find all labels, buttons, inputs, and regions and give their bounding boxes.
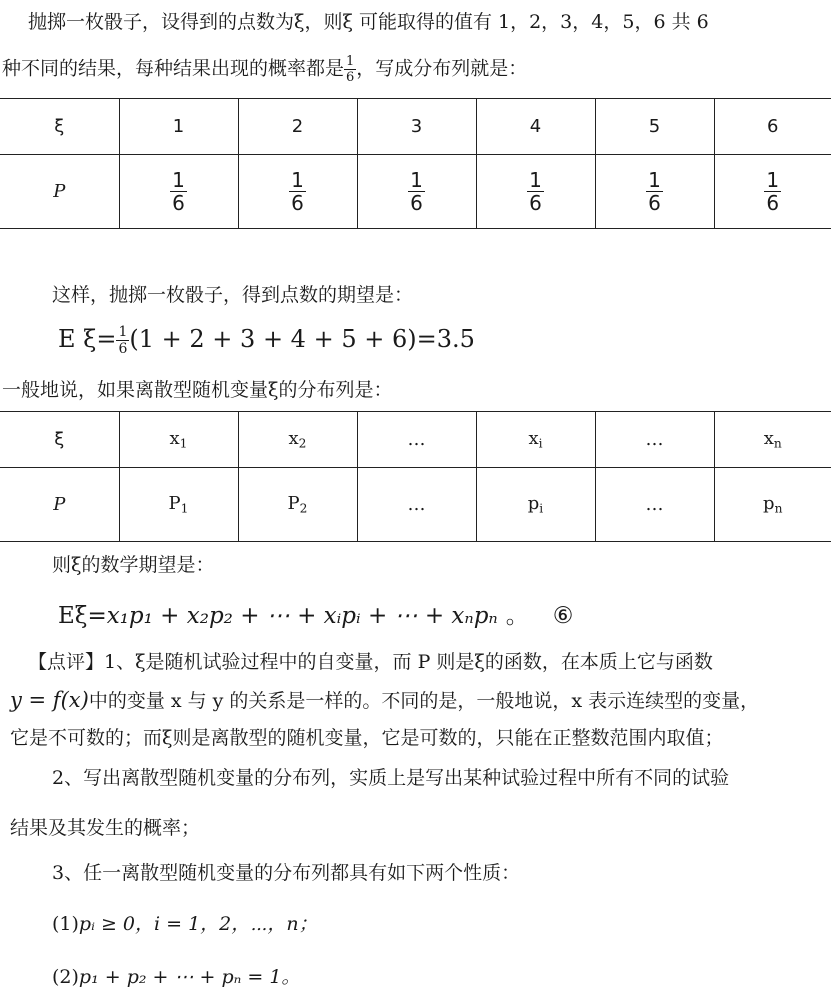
fraction-num: 1 (118, 324, 128, 340)
table-cell (357, 468, 476, 542)
table-cell (357, 412, 476, 468)
table-row (0, 412, 831, 468)
cell-value: p (763, 493, 775, 515)
cell-subscript: i (538, 436, 543, 451)
general-distribution-table (0, 411, 831, 542)
table-cell: 2 (238, 99, 357, 155)
fraction (646, 170, 663, 213)
expect-fraction (116, 325, 129, 356)
table-cell (119, 155, 238, 229)
intro-fraction (344, 55, 356, 84)
table-cell: P (0, 155, 119, 229)
fraction-den: 6 (410, 191, 423, 215)
fraction (170, 170, 187, 213)
fraction-den: 6 (291, 191, 304, 215)
property-2-label: (2) (52, 966, 79, 988)
fraction-den: 6 (172, 191, 185, 215)
table-cell: 1 (119, 99, 238, 155)
table-row (0, 155, 831, 229)
table-cell (476, 412, 595, 468)
comment-line-1: 【点评】1、ξ是随机试验过程中的自变量，而 P 则是ξ的函数，在本质上它与函数 (28, 651, 713, 673)
table-cell (595, 412, 714, 468)
table-cell (357, 155, 476, 229)
intro-line-2-text: 种不同的结果，每种结果出现的概率都是 (2, 57, 345, 80)
table-cell (119, 468, 238, 542)
function-expression: y = f(x) (10, 688, 89, 712)
fraction-num: 1 (410, 168, 423, 192)
cell-value: p (527, 493, 540, 515)
math-expect-sum: x₁p₁ + x₂p₂ + ⋯ + xᵢpᵢ + ⋯ + xₙpₙ (106, 603, 498, 629)
intro-line-2 (2, 55, 527, 84)
table-cell: 3 (357, 99, 476, 155)
comment-line-2-text: 中的变量 x 与 y 的关系是一样的。不同的是，一般地说，x 表示连续型的变量， (88, 690, 760, 712)
fraction-num: 1 (291, 168, 304, 192)
table-cell (714, 155, 831, 229)
fraction (764, 170, 781, 213)
fraction (289, 170, 306, 213)
table-row (0, 99, 831, 155)
fraction-den: 6 (118, 341, 128, 357)
expect-formula-lhs: E ξ= (58, 325, 117, 353)
comment-line-2 (10, 688, 759, 713)
table-cell: 6 (714, 99, 831, 155)
cell-subscript: 1 (179, 436, 188, 451)
table-cell (714, 412, 831, 468)
general-text: 一般地说，如果离散型随机变量ξ的分布列是： (2, 379, 393, 401)
cell-subscript: 2 (298, 436, 307, 451)
fraction-num: 1 (172, 168, 185, 192)
fraction (408, 170, 425, 213)
expect-text: 这样，抛掷一枚骰子，得到点数的期望是： (52, 284, 414, 306)
fraction (527, 170, 544, 213)
cell-value: P (168, 493, 181, 515)
cell-value: x (169, 428, 180, 450)
fraction-den: 6 (529, 191, 542, 215)
comment-line-6: 3、任一离散型随机变量的分布列都具有如下两个性质： (52, 862, 521, 884)
cell-subscript: i (539, 501, 544, 516)
math-expect-end: 。 (505, 603, 529, 629)
property-1-formula: pᵢ ≥ 0，i = 1，2，⋯，n； (78, 913, 318, 935)
property-1 (52, 912, 318, 936)
table-cell: ξ (0, 99, 119, 155)
expect-formula (58, 322, 475, 356)
cell-value: x (763, 428, 774, 450)
cell-subscript: 1 (180, 501, 189, 516)
expect-formula-rhs: (1 + 2 + 3 + 4 + 5 + 6)=3.5 (129, 325, 475, 353)
cell-value: P (287, 493, 300, 515)
table-cell (595, 155, 714, 229)
fraction-num: 1 (648, 168, 661, 192)
cell-value: … (645, 429, 664, 450)
fraction-den: 6 (766, 191, 780, 215)
table-cell (238, 412, 357, 468)
table-cell (238, 468, 357, 542)
table-row (0, 468, 831, 542)
intro-fraction-den: 6 (346, 70, 355, 85)
comment-line-4: 2、写出离散型随机变量的分布列，实质上是写出某种试验过程中所有不同的试验 (52, 767, 730, 789)
property-1-label: (1) (52, 913, 79, 935)
table-cell: ξ (0, 412, 119, 468)
cell-value: … (407, 429, 426, 450)
fraction-den: 6 (648, 191, 661, 215)
table-cell: P (0, 468, 119, 542)
math-expect-formula (58, 600, 573, 632)
comment-line-5: 结果及其发生的概率； (10, 817, 201, 839)
intro-line-1: 抛掷一枚骰子，设得到的点数为ξ，则ξ 可能取得的值有 1，2，3，4，5，6 共 6 (28, 11, 709, 33)
property-2 (52, 965, 300, 989)
table-cell (595, 468, 714, 542)
cell-value: … (645, 494, 664, 515)
table-cell (476, 155, 595, 229)
cell-value: x (288, 428, 299, 450)
table-cell (476, 468, 595, 542)
table-cell: 5 (595, 99, 714, 155)
table-cell (238, 155, 357, 229)
cell-subscript: 2 (299, 501, 308, 516)
math-expect-text: 则ξ的数学期望是： (52, 554, 215, 576)
intro-line-2-tail: ，写成分布列就是： (356, 57, 528, 80)
comment-line-3: 它是不可数的；而ξ则是离散型的随机变量，它是可数的，只能在正整数范围内取值； (10, 727, 724, 749)
cell-value: … (407, 494, 426, 515)
fraction-num: 1 (766, 168, 780, 192)
dice-distribution-table (0, 98, 831, 229)
property-2-formula: p₁ + p₂ + ⋯ + pₙ = 1。 (78, 966, 301, 988)
math-expect-lhs: Eξ= (58, 603, 107, 629)
cell-subscript: n (774, 501, 783, 516)
fraction-num: 1 (529, 168, 542, 192)
cell-value: x (528, 428, 539, 450)
intro-fraction-num: 1 (346, 54, 355, 69)
table-cell: 4 (476, 99, 595, 155)
equation-marker: ⑥ (552, 603, 574, 629)
table-cell (714, 468, 831, 542)
table-cell (119, 412, 238, 468)
cell-subscript: n (773, 436, 782, 451)
